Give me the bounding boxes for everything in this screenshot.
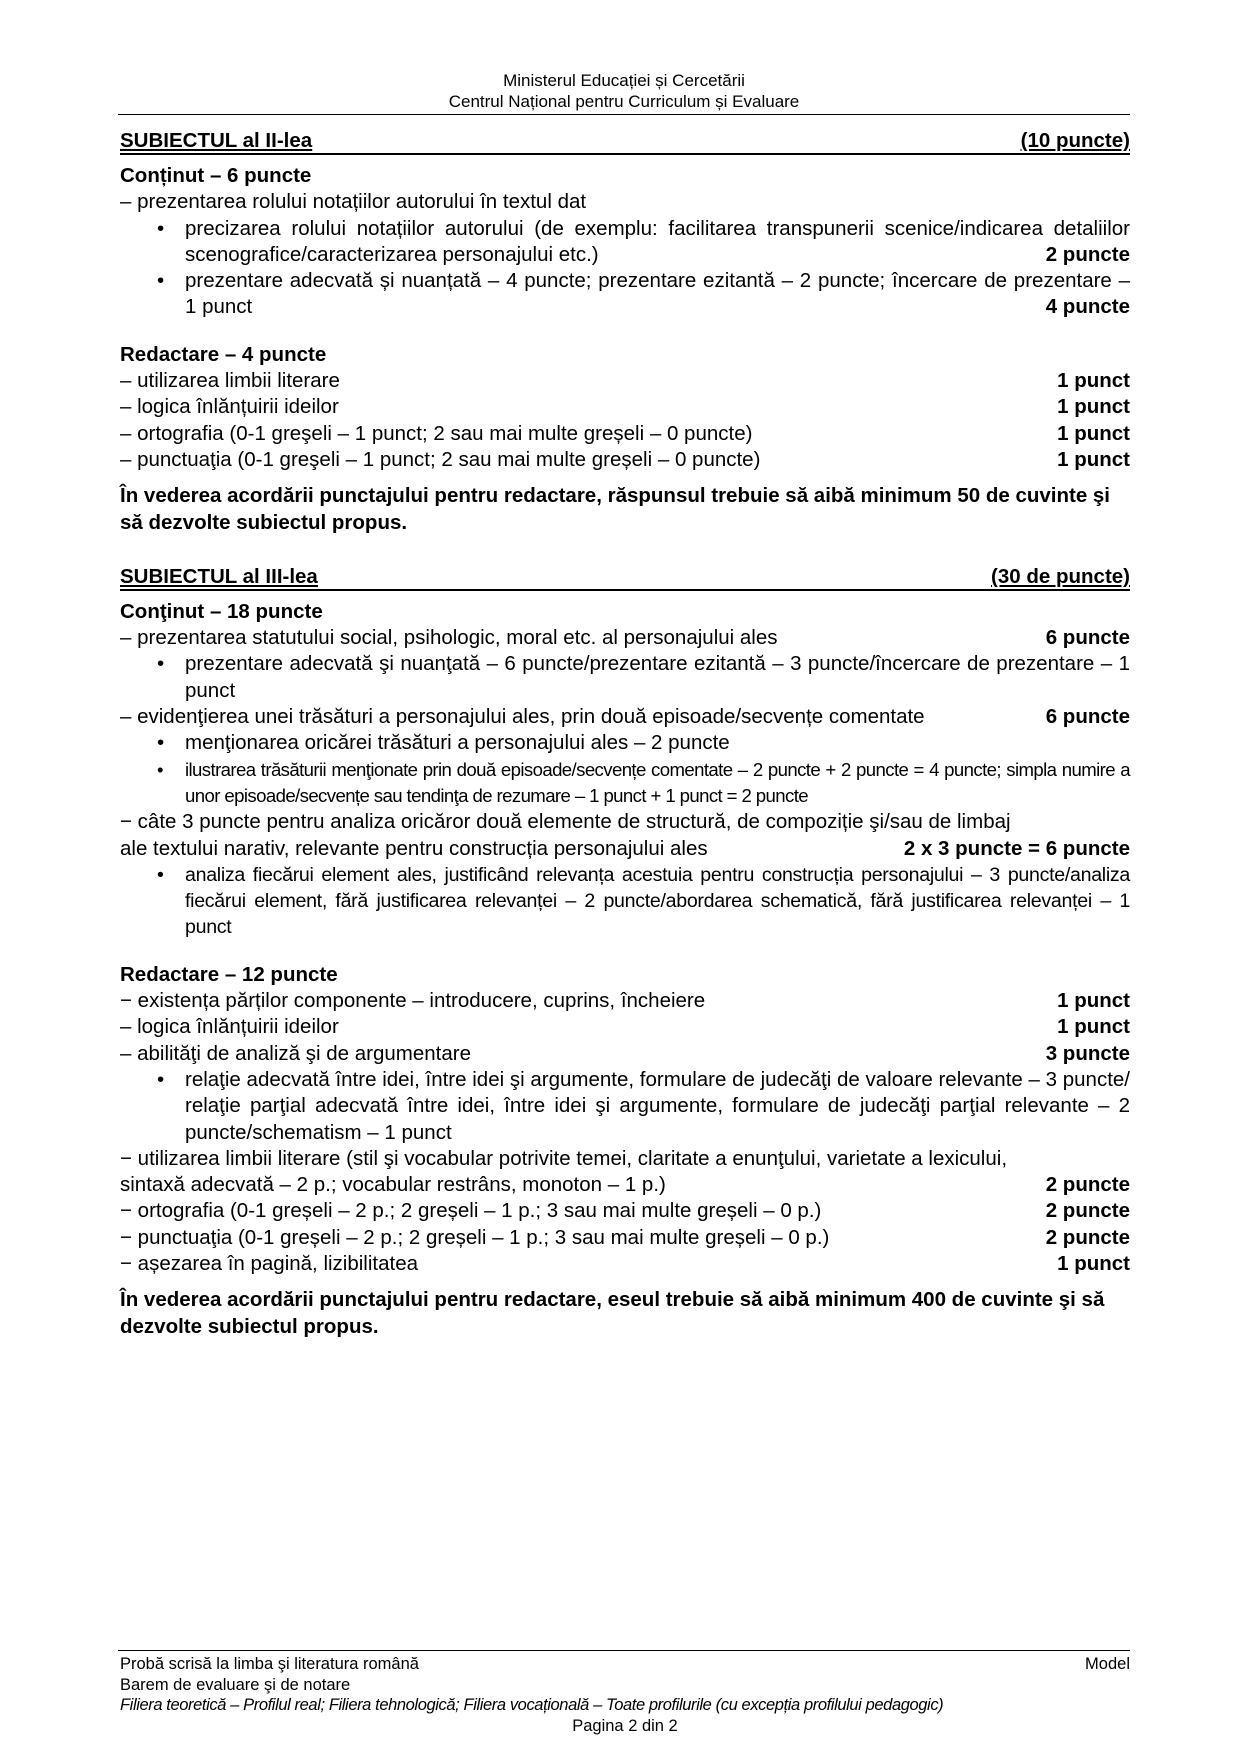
subject-3-bullet: • relaţie adecvată între idei, între idei şi argumente, formulare de judecăţi de valoare relevante – 3 puncte/ relaţie parţial adecvată între idei, între idei şi argumente, formulare de judecăţi parţial relevante – 2 puncte/schematism – 1 punct xyxy=(120,1067,1130,1146)
scoring-row xyxy=(120,704,1130,730)
criterion: – evidenţierea unei trăsături a personajului ales, prin două episoade/secvențe comentate xyxy=(120,705,925,729)
subject-2-note: În vederea acordării punctajului pentru redactare, răspunsul trebuie să aibă minimum 50 de cuvinte şi să dezvolte subiectul propus. xyxy=(120,484,1111,534)
subject-2-bullet-2 xyxy=(120,268,1130,321)
scoring-row xyxy=(120,1251,1130,1277)
criterion: – utilizarea limbii literare xyxy=(120,369,340,393)
subject-2-title: SUBIECTUL al II-lea xyxy=(120,129,313,152)
criterion: – abilităţi de analiză şi de argumentare xyxy=(120,1041,471,1065)
page-footer xyxy=(120,1654,1130,1736)
subject-3-note: În vederea acordării punctajului pentru redactare, eseul trebuie să aibă minimum 400 de cuvinte şi să dezvolte subiectul propus. xyxy=(120,1288,1105,1338)
criterion-points: 1 punct xyxy=(1057,421,1130,445)
criterion-points: 1 punct xyxy=(1057,447,1130,471)
criterion-points: 2 x 3 puncte = 6 puncte xyxy=(903,836,1130,860)
barem-label: Barem de evaluare şi de notare xyxy=(120,1675,351,1694)
bullet-points: 4 puncte xyxy=(1045,295,1130,319)
subject-3-bullet: • prezentare adecvată şi nuanţată – 6 puncte/prezentare ezitantă – 3 puncte/încercare de prezentare – 1 punct xyxy=(120,651,1130,704)
criterion: – prezentarea statutului social, psihologic, moral etc. al personajului ales xyxy=(120,626,778,650)
subject-2-heading xyxy=(120,128,1130,155)
criterion: ale textului narativ, relevante pentru construcția personajului ales xyxy=(120,836,708,860)
criterion: − existența părților componente – introducere, cuprins, încheiere xyxy=(120,989,706,1013)
center-name: Centrul Național pentru Curriculum și Evaluare xyxy=(448,92,800,111)
subject-3-title: SUBIECTUL al III-lea xyxy=(120,564,318,588)
bullet-points: 2 puncte xyxy=(1045,242,1130,266)
criterion-line: − utilizarea limbii literare (stil şi vocabular potrivite temei, claritate a enunţului, varietate a lexicului, xyxy=(120,1146,1008,1170)
scoring-row xyxy=(120,394,1130,420)
criterion: − punctuaţia (0-1 greșeli – 2 p.; 2 greșeli – 1 p.; 3 sau mai multe greșeli – 0 p.) xyxy=(120,1225,830,1249)
scoring-row xyxy=(120,447,1130,473)
criterion: – punctuaţia (0-1 greşeli – 1 punct; 2 sau mai multe greșeli – 0 puncte) xyxy=(120,447,761,471)
scoring-row xyxy=(120,421,1130,447)
model-label: Model xyxy=(1085,1655,1130,1673)
subject-3-writing-heading: Redactare – 12 puncte xyxy=(120,962,338,986)
subject-3-bullet: • menţionarea oricărei trăsături a personajului ales – 2 puncte xyxy=(120,730,1130,756)
subject-2-bullet-1 xyxy=(120,216,1130,269)
scoring-row xyxy=(120,368,1130,394)
ministry-name: Ministerul Educației și Cercetării xyxy=(503,71,745,90)
criterion-points: 1 punct xyxy=(1057,1251,1130,1275)
scoring-row xyxy=(120,988,1130,1014)
bullet-text: precizarea rolului notațiilor autorului (de exemplu: facilitarea transpunerii scenice/indicarea detaliilor scenografice/caracterizarea personajului etc.) xyxy=(185,216,1130,266)
subject-2-content-heading: Conținut – 6 puncte xyxy=(120,164,312,187)
scoring-row xyxy=(120,1225,1130,1251)
subject-3-points: (30 de puncte) xyxy=(991,564,1130,588)
criterion: – logica înlănțuirii ideilor xyxy=(120,395,339,419)
criterion-points: 1 punct xyxy=(1057,395,1130,419)
subject-3-bullet: • analiza fiecărui element ales, justificând relevanța acestuia pentru construcția personajului – 3 puncte/analiza fiecărui element, fără justificarea relevanței – 2 puncte/abordarea schematică, fără justificarea relevanței – 1 punct xyxy=(120,862,1130,941)
scoring-row xyxy=(120,625,1130,651)
criterion-points: 2 puncte xyxy=(1045,1225,1130,1249)
page-header xyxy=(118,70,1130,112)
scoring-row xyxy=(120,1198,1130,1224)
criterion: − ortografia (0-1 greșeli – 2 p.; 2 greșeli – 1 p.; 3 sau mai multe greșeli – 0 p.) xyxy=(120,1199,822,1223)
criterion-points: 1 punct xyxy=(1057,1015,1130,1039)
subject-3-heading xyxy=(120,564,1130,591)
subject-3-bullet: • ilustrarea trăsăturii menţionate prin două episoade/secvențe comentate – 2 puncte + 2 puncte = 4 puncte; simpla numire a unor episoade/secvențe sau tendinţa de rezumare – 1 punct + 1 punct = 2 puncte xyxy=(120,757,1130,810)
scoring-row xyxy=(120,1172,1130,1198)
criterion-points: 1 punct xyxy=(1057,369,1130,393)
subject-2-content-item: – prezentarea rolului notațiilor autorului în textul dat xyxy=(120,190,587,214)
criterion-points: 1 punct xyxy=(1057,989,1130,1013)
header-divider xyxy=(118,114,1130,115)
subject-2-points: (10 puncte) xyxy=(1020,129,1130,152)
page-number: Pagina 2 din 2 xyxy=(572,1716,678,1735)
criterion-points: 2 puncte xyxy=(1045,1173,1130,1197)
scoring-row xyxy=(120,836,1130,862)
scoring-row xyxy=(120,1014,1130,1040)
document-body xyxy=(120,128,1130,1340)
scoring-row xyxy=(120,1041,1130,1067)
criterion-points: 6 puncte xyxy=(1045,705,1130,729)
criterion: − așezarea în pagină, lizibilitatea xyxy=(120,1251,419,1275)
bullet-text: prezentare adecvată și nuanțată – 4 puncte; prezentare ezitantă – 2 puncte; încercare de prezentare – 1 punct xyxy=(185,269,1130,319)
footer-divider xyxy=(118,1650,1130,1651)
subject-3-content-heading: Conţinut – 18 puncte xyxy=(120,599,323,623)
criterion-line: − câte 3 puncte pentru analiza oricăror două elemente de structură, de compoziție şi/sau de limbaj xyxy=(120,810,1011,834)
profile-info: Filiera teoretică – Profilul real; Filiera tehnologică; Filiera vocațională – Toate profilurile (cu excepția profilului pedagogic) xyxy=(120,1696,944,1714)
subject-2-writing-heading: Redactare – 4 puncte xyxy=(120,342,327,366)
exam-name: Probă scrisă la limba şi literatura română xyxy=(120,1655,419,1673)
criterion-points: 6 puncte xyxy=(1045,626,1130,650)
criterion: – ortografia (0-1 greşeli – 1 punct; 2 sau mai multe greșeli – 0 puncte) xyxy=(120,421,753,445)
criterion: – logica înlănțuirii ideilor xyxy=(120,1015,339,1039)
criterion: sintaxă adecvată – 2 p.; vocabular restrâns, monoton – 1 p.) xyxy=(120,1173,666,1197)
criterion-points: 3 puncte xyxy=(1045,1041,1130,1065)
criterion-points: 2 puncte xyxy=(1045,1199,1130,1223)
